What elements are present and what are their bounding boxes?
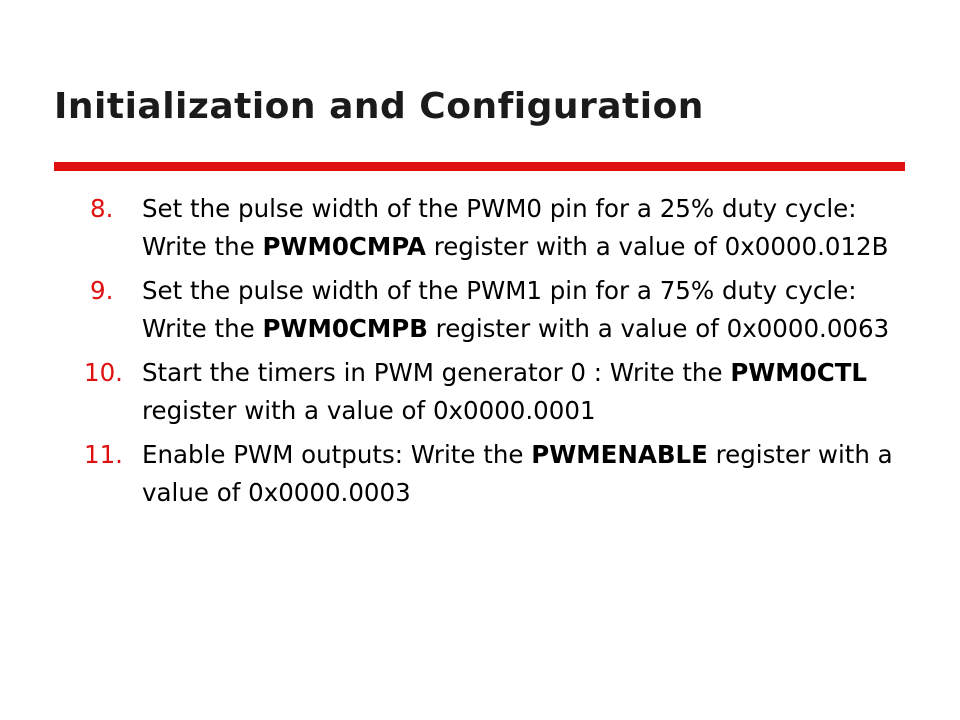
item-text: Set the pulse width of the PWM0 pin for a 25% duty cycle: Write the [142, 194, 857, 261]
register-name: PWM0CMPA [262, 232, 426, 261]
item-text: Set the pulse width of the PWM1 pin for a 75% duty cycle: Write the [142, 276, 857, 343]
title-divider [54, 162, 905, 171]
item-number: 10. [84, 358, 123, 387]
list-item [84, 354, 924, 430]
list-item [84, 436, 924, 512]
item-text: Start the timers in PWM generator 0 : Write the [142, 358, 731, 387]
item-text: register with a value of 0x0000.0001 [142, 396, 596, 425]
item-number: 8. [90, 194, 114, 223]
item-text: Enable PWM outputs: Write the [142, 440, 532, 469]
item-text: register with a value of 0x0000.0003 [142, 440, 893, 507]
register-name: PWMENABLE [531, 440, 708, 469]
register-name: PWM0CMPB [262, 314, 428, 343]
item-number: 9. [90, 276, 114, 305]
list-item [84, 272, 924, 348]
item-number: 11. [84, 440, 123, 469]
slide-title: Initialization and Configuration [54, 86, 704, 127]
item-text: register with a value of 0x0000.0063 [427, 314, 890, 343]
list-item [84, 190, 924, 266]
steps-list [84, 190, 924, 518]
register-name: PWM0CTL [730, 358, 868, 387]
item-text: register with a value of 0x0000.012B [425, 232, 889, 261]
